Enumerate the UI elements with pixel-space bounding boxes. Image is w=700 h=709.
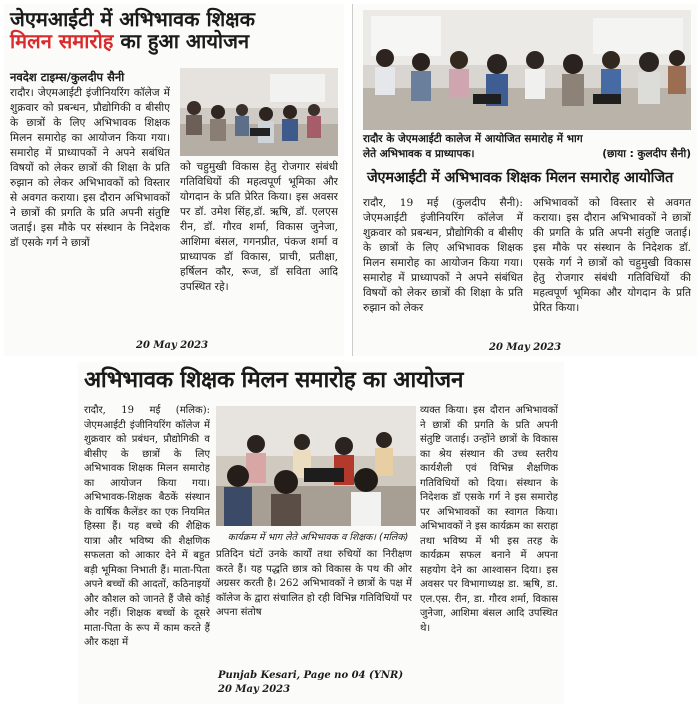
clip1-headline <box>10 8 340 53</box>
clip1-photo <box>180 68 338 156</box>
clip2-column-1: रादौर, 19 मई (कुलदीप सैनी): जेएमआईटी इंजीनियरिंग कॉलेज में शुक्रवार को प्रबन्धन, प्रौद्योगिकी व बीसीए के छात्रों के लिए अभिभावक शिक्षक मिलन समारोह का आयोजन किया गया। समारोह में प्राध्यापकों ने अपने संबंधित विषयों को लेकर छात्रों की शिक्षा के प्रति रुझान को लेकर <box>363 197 523 314</box>
clip2-date: 20 May 2023 <box>489 342 562 353</box>
clip2-headline: जेएमआईटी में अभिभावक शिक्षक मिलन समारोह आयोजित <box>367 170 674 186</box>
clip1-headline-line1: जेएमआईटी में अभिभावक शिक्षक <box>10 7 255 31</box>
clip3-headline: अभिभावक शिक्षक मिलन समारोह का आयोजन <box>84 367 464 393</box>
clip2-caption-line2-row <box>363 147 691 162</box>
clip2-photo-credit: (छाया : कुलदीप सैनी) <box>602 148 691 160</box>
clip2-caption-line1: रादौर के जेएमआईटी कालेज में आयोजित समारोह में भाग <box>363 133 583 145</box>
clip1-date: 20 May 2023 <box>136 340 209 351</box>
clip3-date: 20 May 2023 <box>218 684 291 695</box>
clip1-column-2: को चहुमुखी विकास हेतु रोजगार संबंधी गतिविधियों की महत्वपूर्ण भूमिका और योगदान के प्रति प्रेरित किया। इस अवसर पर डॉ. उमेश सिंह,डॉ. ऋषि, डॉ. एलएस रीन, डॉ. गौरव शर्मा, विकास जुनेजा, आशिमा बंसल, गगनप्रीत, पंकज शर्मा व प्राध्यापक डॉ विकास, प्राची, प्रतीक्षा, हर्षिलन कौर, रूज, डॉ सविता आदि उपस्थित रहे। <box>180 161 338 293</box>
clip1-headline-highlight: मिलन समारोह <box>10 29 114 54</box>
clip2-photo <box>363 10 691 130</box>
clip-punjab-kesari <box>78 362 564 704</box>
clip3-photo-caption: कार्यक्रम में भाग लेते अभिभावक व शिक्षक। (मलिक) <box>227 532 409 543</box>
clip3-source: Punjab Kesari, Page no 04 (YNR) <box>218 670 404 681</box>
clip1-headline-rest: का हुआ आयोजन <box>113 29 250 54</box>
clip3-column-3: व्यक्त किया। इस दौरान अभिभावकों ने छात्रों की प्रगति के प्रति अपनी संतुष्टि जताई। उन्होंने छात्रों के विकास का श्रेय संस्थान की उच्च स्तरीय कार्यशैली एवं विभिन्न शैक्षणिक गतिविधियों को दिया। संस्थान के निदेशक डॉ एसके गर्ग ने इस समारोह पर अभिभावकों का स्वागत किया। अभिभावकों ने इस कार्यक्रम का सराहा तथा भविष्य में भी इस तरह के कार्यक्रम सफल बनाने में अपना सहयोग देने का आश्वासन दिया। इस अवसर पर विभागाध्यक्ष डा. ऋषि, डा. एल.एस. रीन, डा. गौरव शर्मा, विकास जुनेजा, आशिमा बंसल आदि उपस्थित थे। <box>420 405 558 634</box>
clip3-column-1: रादौर, 19 मई (मलिक): जेएमआईटी इंजीनियरिंग कॉलेज में शुक्रवार को प्रबंधन, प्रौद्योगिकी व बीसीए के छात्रों के लिए अभिभावक शिक्षक मिलन समारोह का आयोजन किया गया। अभिभावक-शिक्षक बैठकें संस्थान के वार्षिक कैलेंडर का एक नियमित हिस्सा हैं। यह बच्चे की शैक्षिक यात्रा और भविष्य की शैक्षणिक सफलता को आकार देने में बहुत बड़ी भूमिका निभाती हैं। माता-पिता अपने बच्चों की आदतों, कठिनाइयों और कौशल को जानते हैं जैसे कोई और नहीं। शिक्षक बच्चों के दूसरे माता-पिता के रूप में काम करते हैं और कक्षा में <box>84 405 210 648</box>
clip1-column-1: रादौर। जेएमआईटी इंजीनियरिंग कॉलेज में शुक्रवार को प्रबन्धन, प्रौद्योगिकी व बीसीए के छात्रों के लिए अभिभावक शिक्षक मिलन समारोह का आयोजन किया गया। समारोह में प्राध्यापकों ने अपने सबंधित विषयों को लेकर छात्रों की शिक्षा के प्रति रुझान को लेकर अभिभावकों को विस्तार से अवगत कराया। इस दौरान अभिभावकों ने छात्रों की प्रगति के प्रति अपनी संतुष्टि जताई। इस मौके पर संस्थान के निदेशक डॉ एसके गर्ग ने छात्रों <box>10 87 170 249</box>
clip-navdesh-times <box>4 4 344 356</box>
clip-clip2 <box>352 4 697 356</box>
clip2-caption-line2: लेते अभिभावक व प्राध्यापक। <box>363 148 475 160</box>
clip1-byline: नवदेश टाइम्स/कुलदीप सैनी <box>10 70 125 84</box>
clip3-photo <box>216 406 416 526</box>
clip2-column-2: अभिभावकों को विस्तार से अवगत कराया। इस दौरान अभिभावकों ने छात्रों की प्रगति के प्रति अपनी संतुष्टि जताई। इस मौके पर संस्थान के निदेशक डॉ. एसके गर्ग ने छात्रों को चहुमुखी विकास हेतु रोजगार संबंधी गतिविधियों की महत्वपूर्ण भूमिका और योगदान के प्रति प्रेरित किया। <box>533 197 691 314</box>
clip3-column-2: प्रतिदिन घंटों उनके कार्यों तथा रुचियों का निरीक्षण करते हैं। यह पद्धति छात्र को विकास के पथ की ओर अग्रसर करती है। 262 अभिभावकों ने छात्रों के पक्ष में कॉलेज के द्वारा संचालित हो रही विभिन्न गतिविधियों पर अपना संतोष <box>216 549 412 618</box>
clip2-caption <box>363 132 691 162</box>
clip1-headline-line2 <box>10 30 340 52</box>
